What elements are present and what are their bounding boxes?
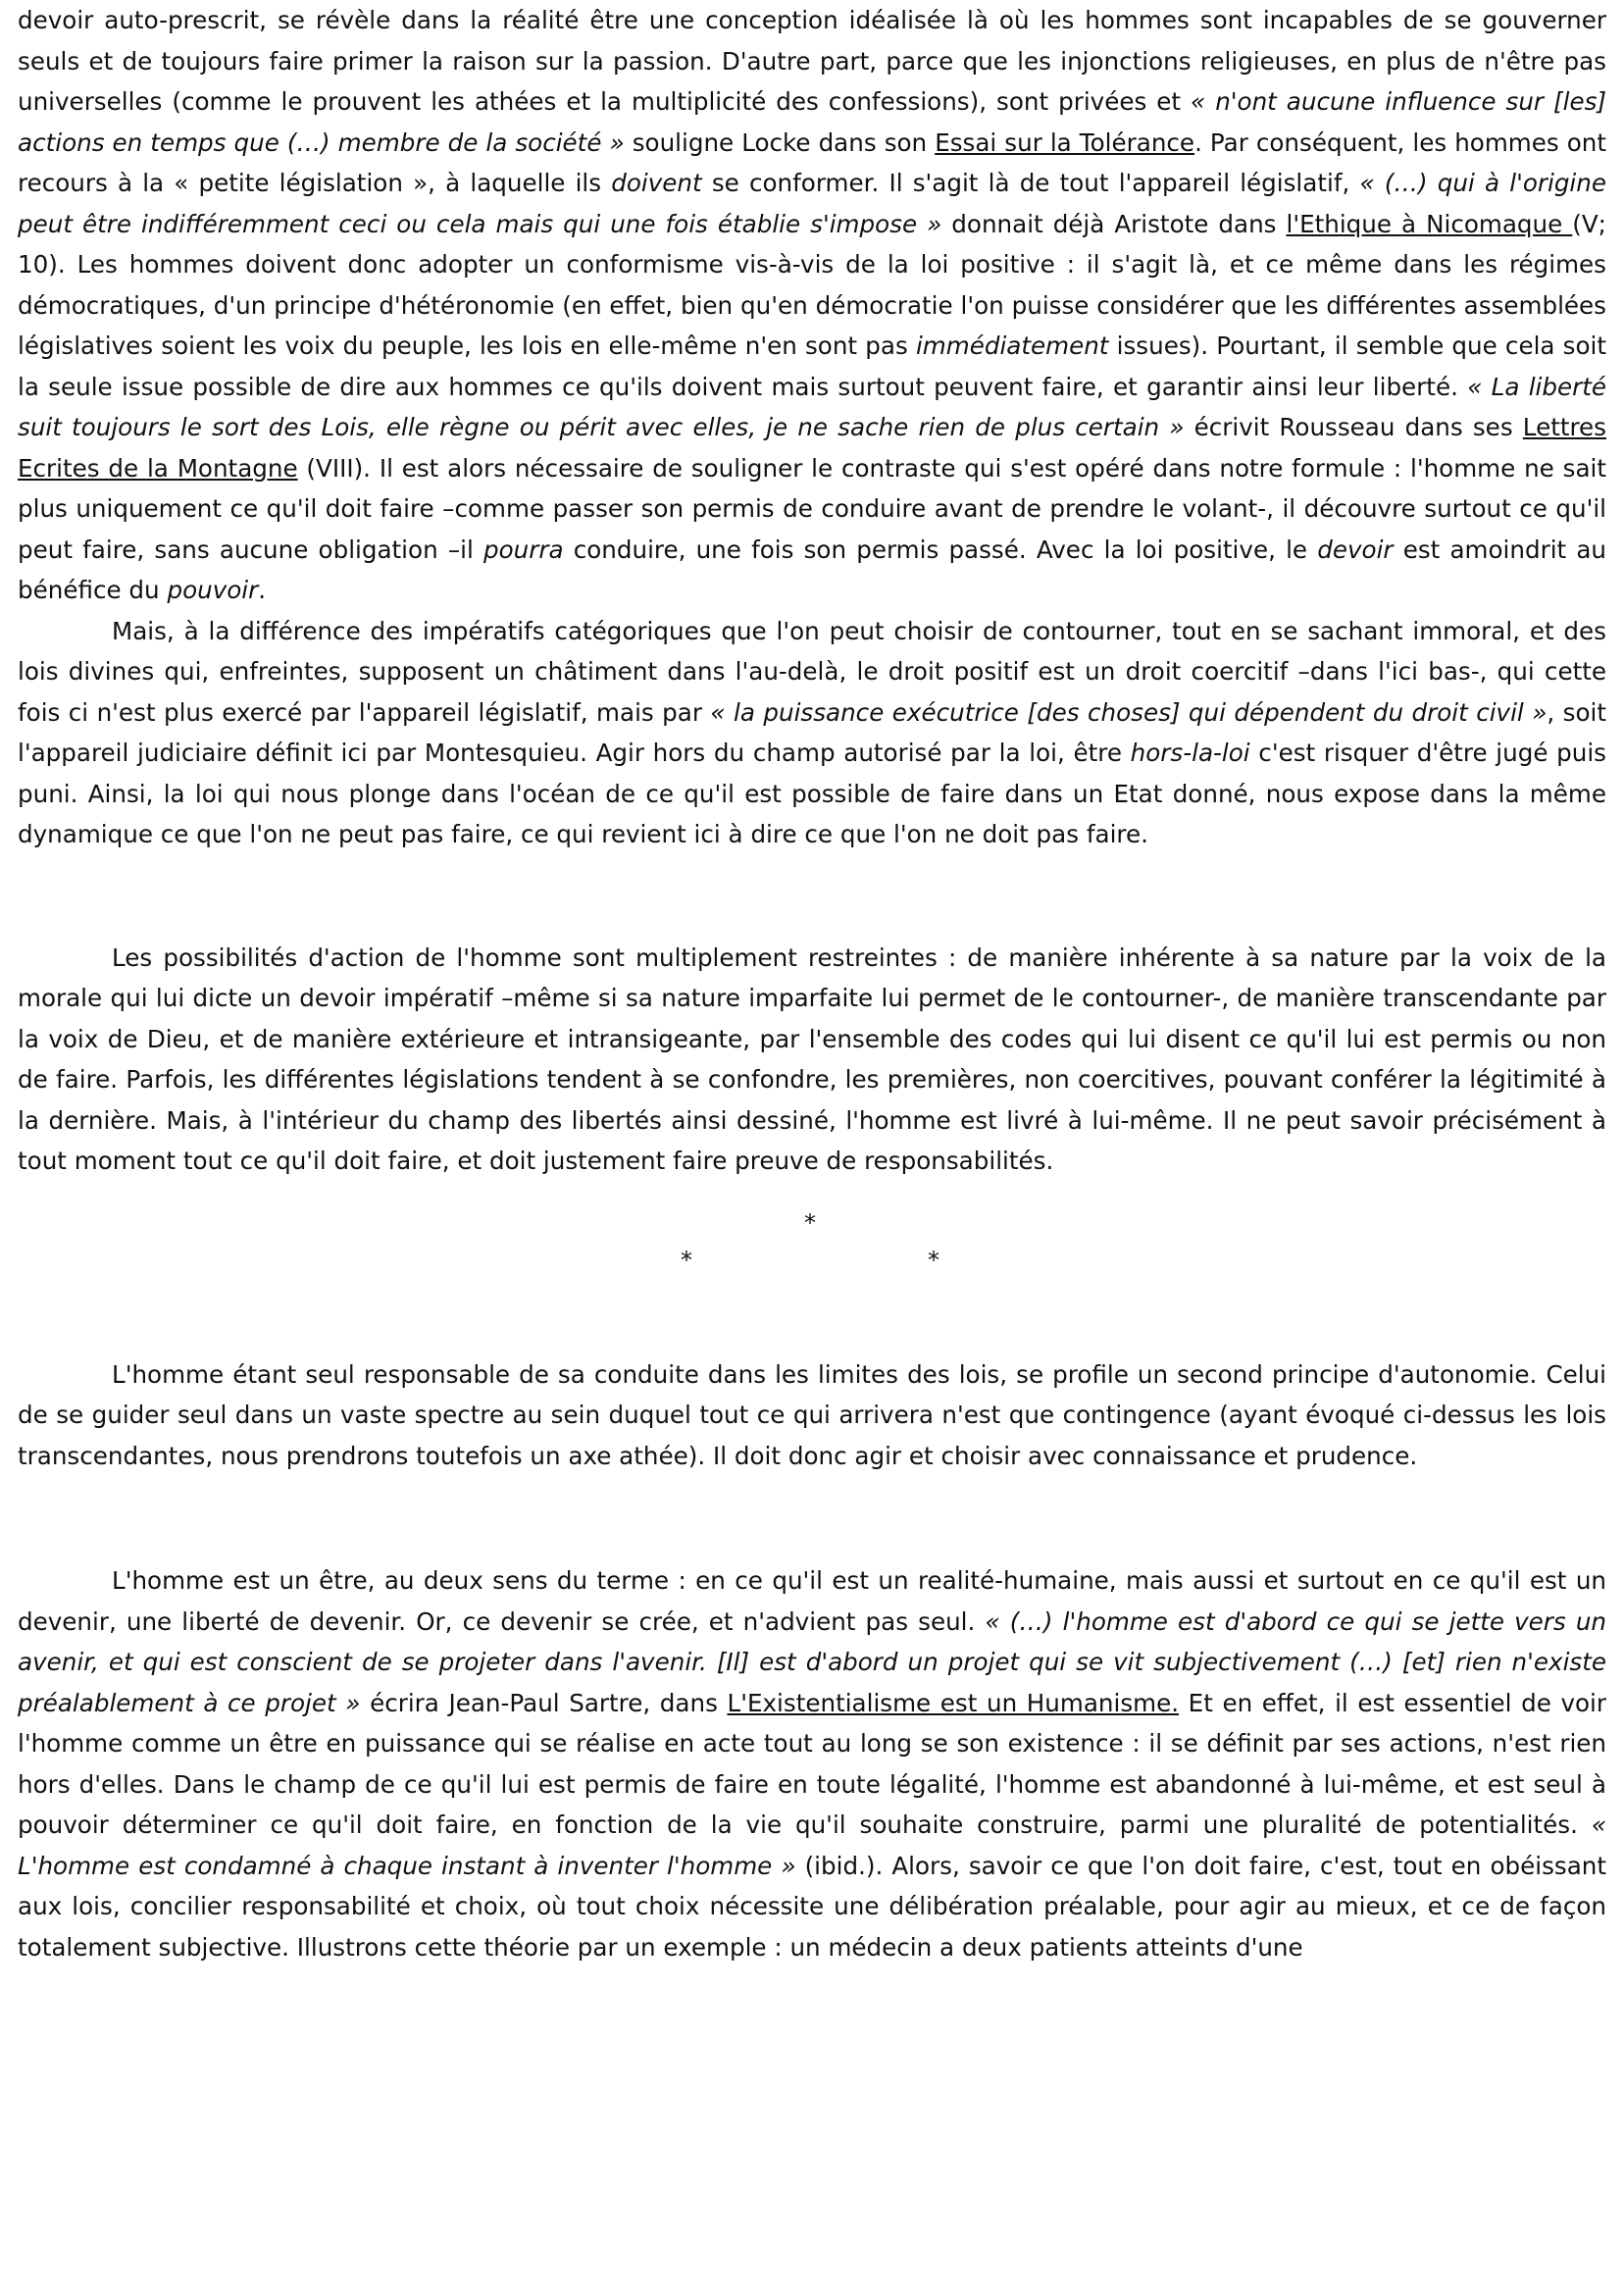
asterisk: * bbox=[928, 1246, 939, 1274]
quote-montesquieu: « la puissance exécutrice [des choses] qui dépendent du droit civil » bbox=[710, 697, 1548, 727]
book-title-essai-tolerance: Essai sur la Tolérance bbox=[935, 127, 1195, 157]
section-separator-asterisks bbox=[18, 1205, 1606, 1288]
quote-sartre: « (…) l'homme est d'abord ce qui se jette vers un avenir, et qui est conscient de se projeter dans l'avenir. [Il] est d'abord un projet qui se vit subjectivement (…) [et] rien n'existe préalablement à ce projet » bbox=[18, 1606, 1607, 1717]
quote-locke: « n'ont aucune influence sur [les] actions en temps que (…) membre de la société » bbox=[18, 87, 1606, 157]
paragraph-existentialism: L'homme est un être, au deux sens du terme : en ce qu'il est un realité-humaine, mais aussi et surtout en ce qu'il est un devenir, une liberté de devenir. Or, ce devenir se crée, et n'advient pas seul. « (…) l'homme est d'abord ce qui se jette vers un avenir, et qui est conscient de se projeter dans l'avenir. [Il] est d'abord un projet qui se vit subjectivement (…) [et] rien n'existe préalablement à ce projet » écrira Jean-Paul Sartre, dans L'Existentialisme est un Humanisme. Et en effet, il est essentiel de voir l'homme comme un être en puissance qui se réalise en acte tout au long se son existence : il se définit par ses actions, n'est rien hors d'elles. Dans le champ de ce qu'il lui est permis de faire en toute légalité, l'homme est abandonné à lui-même, et est seul à pouvoir déterminer ce qu'il doit faire, en fonction de la vie qu'il souhaite construire, parmi une pluralité de potentialités. « L'homme est condamné à chaque instant à inventer l'homme » (ibid.). Alors, savoir ce que l'on doit faire, c'est, tout en obéissant aux lois, concilier responsabilité et choix, où tout choix nécessite une délibération préalable, pour agir au mieux, et ce de façon totalement subjective. Illustrons cette théorie par un exemple : un médecin a deux patients atteints d'une bbox=[18, 1566, 1607, 1962]
paragraph-coercive-law: Mais, à la différence des impératifs catégoriques que l'on peut choisir de contourner, tout en se sachant immoral, et des lois divines qui, enfreintes, supposent un châtiment dans l'au-delà, le droit positif est un droit coercitif –dans l'ici bas-, qui cette fois ci n'est plus exercé par l'appareil législatif, mais par « la puissance exécutrice [des choses] qui dépendent du droit civil », soit l'appareil judiciaire définit ici par Montesquieu. Agir hors du champ autorisé par la loi, être hors-la-loi c'est risquer d'être jugé puis puni. Ainsi, la loi qui nous plonge dans l'océan de ce qu'il est possible de faire dans un Etat donné, nous expose dans la même dynamique ce que l'on ne peut pas faire, ce qui revient ici à dire ce que l'on ne doit pas faire. bbox=[18, 616, 1606, 848]
book-title-existentialisme: L'Existentialisme est un Humanisme. bbox=[727, 1688, 1180, 1717]
quote-aristote: « (…) qui à l'origine peut être indifféremment ceci ou cela mais qui une fois établie s'impose » bbox=[18, 169, 1606, 238]
asterisk: * bbox=[681, 1246, 692, 1274]
quote-sartre-ibid: « L'homme est condamné à chaque instant à inventer l'homme » bbox=[18, 1810, 1606, 1880]
asterisk: * bbox=[804, 1208, 816, 1237]
paragraph-restricted-possibilities: Les possibilités d'action de l'homme sont multiplement restreintes : de manière inhérente à sa nature par la voix de la morale qui lui dicte un devoir impératif –même si sa nature imparfaite lui permet de le contourner-, de manière transcendante par la voix de Dieu, et de manière extérieure et intransigeante, par l'ensemble des codes qui lui disent ce qu'il lui est permis ou non de faire. Parfois, les différentes législations tendent à se confondre, les premières, non coercitives, pouvant conférer la légitimité à la dernière. Mais, à l'intérieur du champ des libertés ainsi dessiné, l'homme est livré à lui-même. Il ne peut savoir précisément à tout moment tout ce qu'il doit faire, et doit justement faire preuve de responsabilités. bbox=[18, 943, 1606, 1175]
paragraph-law-and-conformity: devoir auto-prescrit, se révèle dans la réalité être une conception idéalisée là où les hommes sont incapables de se gouverner seuls et de toujours faire primer la raison sur la passion. D'autre part, parce que les injonctions religieuses, en plus de n'être pas universelles (comme le prouvent les athées et la multiplicité des confessions), sont privées et « n'ont aucune influence sur [les] actions en temps que (…) membre de la société » souligne Locke dans son Essai sur la Tolérance. Par conséquent, les hommes ont recours à la « petite législation », à laquelle ils doivent se conformer. Il s'agit là de tout l'appareil législatif, « (…) qui à l'origine peut être indifféremment ceci ou cela mais qui une fois établie s'impose » donnait déjà Aristote dans l'Ethique à Nicomaque (V; 10). Les hommes doivent donc adopter un conformisme vis-à-vis de la loi positive : il s'agit là, et ce même dans les régimes démocratiques, d'un principe d'hétéronomie (en effet, bien qu'en démocratie l'on puisse considérer que les différentes assemblées législatives soient les voix du peuple, les lois en elle-même n'en sont pas immédiatement issues). Pourtant, il semble que cela soit la seule issue possible de dire aux hommes ce qu'ils doivent mais surtout peuvent faire, et garantir ainsi leur liberté. « La liberté suit toujours le sort des Lois, elle règne ou périt avec elles, je ne sache rien de plus certain » écrivit Rousseau dans ses Lettres Ecrites de la Montagne (VIII). Il est alors nécessaire de souligner le contraste qui s'est opéré dans notre formule : l'homme ne sait plus uniquement ce qu'il doit faire –comme passer son permis de conduire avant de prendre le volant-, il découvre surtout ce qu'il peut faire, sans aucune obligation –il pourra conduire, une fois son permis passé. Avec la loi positive, le devoir est amoindrit au bénéfice du pouvoir. bbox=[18, 6, 1607, 604]
book-title-ethique-nicomaque: l'Ethique à Nicomaque bbox=[1286, 209, 1573, 238]
quote-rousseau: « La liberté suit toujours le sort des Lois, elle règne ou périt avec elles, je ne sache rien de plus certain » bbox=[18, 372, 1606, 441]
book-title-lettres-montagne: Lettres Ecrites de la Montagne bbox=[18, 413, 1606, 483]
paragraph-autonomy: L'homme étant seul responsable de sa conduite dans les limites des lois, se profile un second principe d'autonomie. Celui de se guider seul dans un vaste spectre au sein duquel tout ce qui arrivera n'est que contingence (ayant évoqué ci-dessus les lois transcendantes, nous prendrons toutefois un axe athée). Il doit donc agir et choisir avec connaissance et prudence. bbox=[18, 1359, 1606, 1470]
document-page bbox=[18, 0, 1606, 1967]
